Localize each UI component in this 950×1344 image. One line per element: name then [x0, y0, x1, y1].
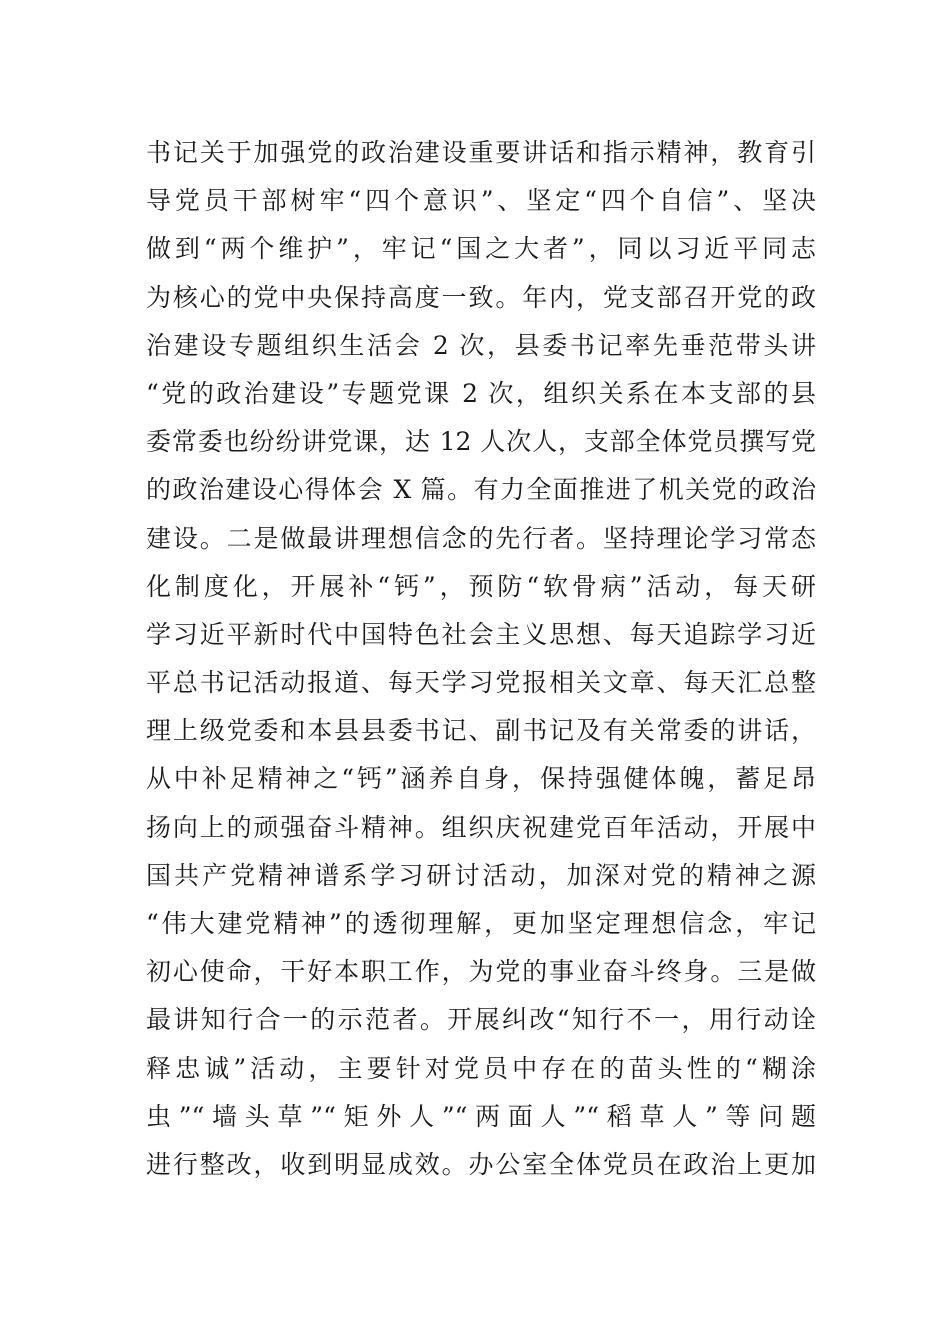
text-line-18: 初心使命，干好本职工作，为党的事业奋斗终身。三是做 — [146, 957, 816, 987]
text-line-6: “党的政治建设”专题党课 2 次，组织关系在本支部的县 — [146, 378, 816, 408]
text-line-22: 进行整改，收到明显成效。办公室全体党员在政治上更加 — [146, 1149, 816, 1179]
text-line-8: 的政治建设心得体会 X 篇。有力全面推进了机关党的政治 — [146, 475, 816, 505]
text-line-17: “伟大建党精神”的透彻理解，更加坚定理想信念，牢记 — [146, 909, 816, 938]
text-line-16: 国共产党精神谱系学习研讨活动，加深对党的精神之源 — [146, 860, 816, 890]
text-line-15: 扬向上的顽强奋斗精神。组织庆祝建党百年活动，开展中 — [146, 812, 816, 842]
text-line-11: 学习近平新时代中国特色社会主义思想、每天追踪学习近 — [146, 619, 816, 649]
text-line-7: 委常委也纷纷讲党课，达 12 人次人，支部全体党员撰写党 — [146, 427, 816, 457]
text-line-19: 最讲知行合一的示范者。开展纠改“知行不一，用行动诠 — [146, 1005, 816, 1035]
body-text — [146, 129, 816, 1189]
text-line-10: 化制度化，开展补“钙”，预防“软骨病”活动，每天研 — [146, 571, 816, 601]
text-line-5: 治建设专题组织生活会 2 次，县委书记率先垂范带头讲 — [146, 330, 816, 360]
text-line-3: 做到“两个维护”，牢记“国之大者”，同以习近平同志 — [146, 234, 816, 264]
text-line-2: 导党员干部树牢“四个意识”、坚定“四个自信”、坚决 — [146, 186, 816, 216]
text-line-1: 书记关于加强党的政治建设重要讲话和指示精神，教育引 — [146, 138, 816, 167]
text-line-12: 平总书记活动报道、每天学习党报相关文章、每天汇总整 — [146, 668, 816, 698]
text-line-21: 虫”“墙头草”“矩外人”“两面人”“稻草人”等问题 — [146, 1101, 816, 1131]
text-line-14: 从中补足精神之“钙”涵养自身，保持强健体魄，蓄足昂 — [146, 764, 816, 794]
text-line-13: 理上级党委和本县县委书记、副书记及有关常委的讲话， — [146, 716, 816, 746]
text-line-4: 为核心的党中央保持高度一致。年内，党支部召开党的政 — [146, 282, 816, 312]
text-line-20: 释忠诚”活动，主要针对党员中存在的苗头性的“糊涂 — [146, 1053, 816, 1083]
text-line-9: 建设。二是做最讲理想信念的先行者。坚持理论学习常态 — [146, 523, 816, 553]
